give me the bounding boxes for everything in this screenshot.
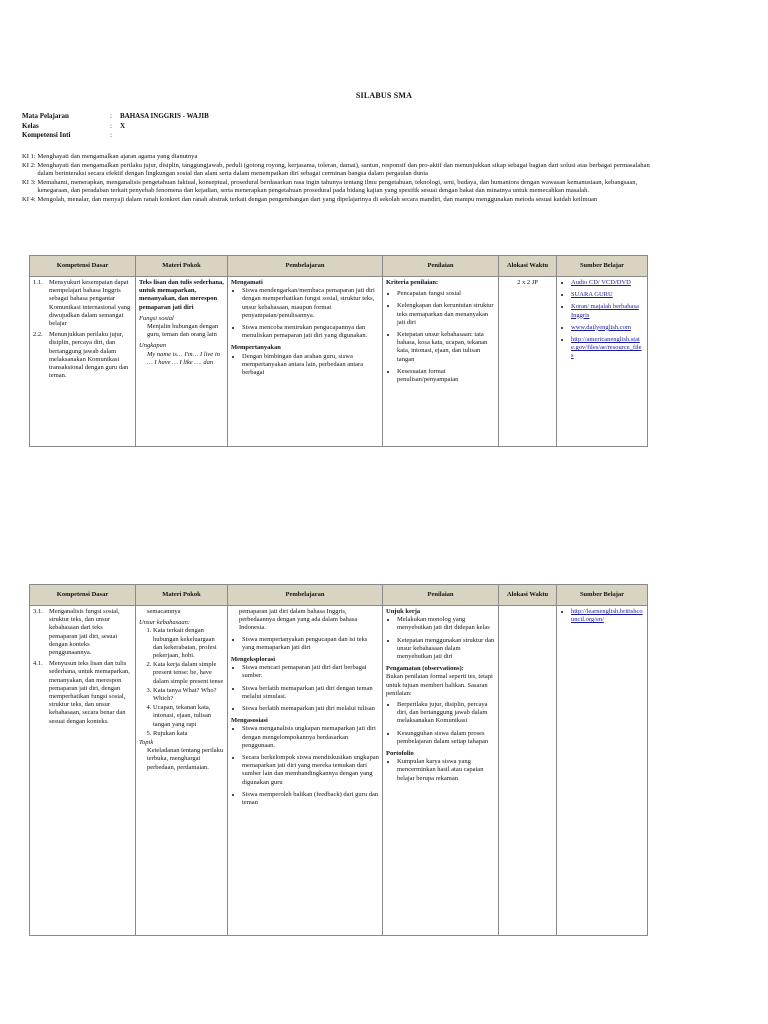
meta-value: X xyxy=(120,121,126,130)
list-item: 1. Kata terkait dengan hubungan kekeluargaan dan kekerabatan, profesi pekerjaan, hobi. xyxy=(153,627,224,660)
ki-item xyxy=(22,153,654,162)
materi-fungsi-heading: Fungsi sosial xyxy=(139,314,174,322)
list-item: • Ketepatan unsur kebahasaan: tata bahasa, kosa kata, ucapan, tekanan kata, intonasi, ejaan, dan tulisan tangan xyxy=(397,331,495,364)
list-item: • Siswa mencari pemaparan jati diri dari berbagai sumber. xyxy=(242,664,379,680)
list-item: • Dengan bimbingan dan arahan guru, siswa mempertanyakan antara lain, perbedaan antara berbagai xyxy=(242,353,379,378)
ki-label: KI 1: xyxy=(22,153,38,160)
pemb-mempertanyakan-heading: Mempertanyakan xyxy=(231,344,281,352)
pembelajaran-cell xyxy=(228,277,383,447)
pemb-list xyxy=(231,353,379,378)
pemb-list xyxy=(231,636,379,652)
meta-sep: : xyxy=(110,131,112,139)
alokasi-value: 2 x 2 JP xyxy=(517,279,538,286)
table-header-row xyxy=(30,585,648,606)
table-row xyxy=(30,277,648,447)
materi-cell xyxy=(136,606,228,936)
materi-unsur-heading: Unsur kebahasaan: xyxy=(139,619,191,627)
pembelajaran-cell xyxy=(228,606,383,936)
kd-item xyxy=(33,608,132,657)
materi-topik-text: Keteladanan tentang perilaku terbuka, menghargai perbedaan, perdamaian. xyxy=(147,747,224,771)
materi-ungkapan-text: My name is… I'm… I live in … I have … I like …. dan xyxy=(147,350,220,366)
ki-label: KI 4: xyxy=(22,195,38,203)
list-item: • Siswa mendengarkan/membaca pemaparan jati diri dengan memperhatikan fungsi sosial, struktur teks, unsur kebahasaan, maupun format penyampaian/penulisannya. xyxy=(242,287,379,320)
penilaian-pengamatan-text: Bukan penilaian formal seperti tes, tetapi untuk tujuan memberi balikan. Sasaran penilaian: xyxy=(386,673,493,697)
ki-label: KI 3: xyxy=(22,178,38,186)
list-item: • Kesungguhan siswa dalam proses pembelajaran dalam setiap tahapan xyxy=(397,730,495,746)
sumber-cell xyxy=(557,277,648,447)
penilaian-portofolio-heading: Portofolio xyxy=(386,750,414,758)
pemb-mengamati-heading: Mengamati xyxy=(231,279,263,286)
source-link[interactable]: http://learnenglish.britishcouncil.org/en/ xyxy=(571,608,643,624)
materi-continued: semacamnya xyxy=(147,608,181,615)
meta-value: BAHASA INGGRIS - WAJIB xyxy=(120,112,209,120)
penilaian-list xyxy=(386,616,495,661)
ki-item xyxy=(22,179,654,196)
list-item: • Kumpulan karya siswa yang mencerminkan hasil atau capaian belajar berupa rekaman xyxy=(397,758,495,783)
list-item: • Ketepatan menggunakan struktur dan unsur kebahasaan dalam menyebutkan jati diri xyxy=(397,637,495,662)
list-item: • Kesesuaian format penulisan/penyampaian xyxy=(397,368,495,384)
ki-text: Menghayati dan mengamalkan perilaku jujur, disiplin, tanggungjawab, peduli (gotong royong, kerjasama, toleran, damai), santun, responsif dan pro-aktif dan menunjukkan sikap sebagai bagian dari solusi atas berbagai permasalahan dalam berinteraksi secara efektif dengan lingkungan sosial dan alam serta dalam menempatkan diri sebagai cerminan bangsa dalam pergaulan dunia xyxy=(37,161,650,178)
list-item xyxy=(571,324,644,332)
source-link[interactable]: Audio CD/ VCD/DVD xyxy=(571,279,631,286)
penilaian-unjuk-heading: Unjuk kerja xyxy=(386,608,421,615)
list-item: 5. Rujukan kata xyxy=(153,730,224,738)
kd-item xyxy=(33,660,132,726)
sumber-cell xyxy=(557,606,648,936)
list-item: • Siswa mencoba menirukan pengucapannya dan menuliskan pemaparan jati diri yang digunakan. xyxy=(242,324,379,340)
meta-sep: : xyxy=(110,121,112,130)
source-link[interactable]: http://americanenglish.state.gov/files/ae/resource_files xyxy=(571,336,642,360)
kd-item xyxy=(33,331,132,380)
penilaian-heading: Kriteria penilaian: xyxy=(386,279,439,286)
kd-number: 1.1. xyxy=(33,279,43,286)
header-materi-pokok: Materi Pokok xyxy=(136,256,228,277)
penilaian-list xyxy=(386,701,495,746)
kd-cell xyxy=(30,277,136,447)
pemb-continued: pemaparan jati diri dalam bahasa Inggris, perbedaannya dengan yang ada dalam bahasa Indonesia. xyxy=(239,608,358,632)
penilaian-pengamatan-heading: Pengamatan (observations): xyxy=(386,665,464,673)
core-competencies xyxy=(22,153,654,205)
kd-number: 4.1. xyxy=(33,660,43,668)
pemb-list xyxy=(231,664,379,713)
penilaian-list xyxy=(386,290,495,384)
pemb-list xyxy=(231,287,379,340)
list-item: • Kelengkapan dan keruntutan struktur teks memaparkan dan menanyakan jati diri xyxy=(397,302,495,327)
penilaian-cell xyxy=(383,277,499,447)
list-item xyxy=(571,303,644,319)
pemb-asosiasi-heading: Mengasosiasi xyxy=(231,717,268,725)
list-item xyxy=(571,279,644,287)
kd-number: 3.1. xyxy=(33,608,43,615)
ki-text: Mengolah, menalar, dan menyaji dalam ranah konkret dan ranah abstrak terkait dengan pengembangan dari yang dipelajarinya di sekolah secara mandiri, dan mampu menggunakan metoda sesuai kaidah keilmuan xyxy=(37,195,598,203)
list-item: • Siswa berlatih memaparkan jati diri melalui tulisan xyxy=(242,705,379,713)
alokasi-cell xyxy=(499,606,557,936)
sumber-list xyxy=(560,279,644,361)
header-sumber-belajar: Sumber Belajar xyxy=(557,256,648,277)
source-link[interactable]: SUARA GURU xyxy=(571,291,613,299)
materi-fungsi-text: Menjalin hubungan dengan guru, teman dan orang lain xyxy=(147,323,219,339)
header-kompetensi-dasar: Kompetensi Dasar xyxy=(30,585,136,606)
table-row xyxy=(30,606,648,936)
list-item: • Melakukan monolog yang menyebutkan jati diri didepan kelas xyxy=(397,616,495,632)
header-sumber-belajar: Sumber Belajar xyxy=(557,585,648,606)
syllabus-table-2 xyxy=(29,584,648,936)
header-kompetensi-dasar: Kompetensi Dasar xyxy=(30,256,136,277)
ki-item xyxy=(22,196,654,205)
materi-title: Teks lisan dan tulis sederhana, untuk memaparkan, menanyakan, dan merespon pemaparan jati diri xyxy=(139,279,224,311)
header-materi-pokok: Materi Pokok xyxy=(136,585,228,606)
document-title: SILABUS SMA xyxy=(355,91,413,100)
meta-row xyxy=(22,131,209,141)
meta-key: Mata Pelajaran xyxy=(22,112,69,120)
subject-info xyxy=(22,112,209,141)
list-item: • Secara berkelompok siswa mendiskusikan ungkapan memaparkan jati diri yang mereka temukan dari sumber lain dan membandingkannya dengan yang digunakan guru xyxy=(242,754,379,787)
list-item: 4. Ucapan, tekanan kata, intonasi, ejaan, tulisan tangan yang rapi xyxy=(153,704,224,729)
list-item: • Pencapaian fungsi sosial xyxy=(397,290,495,298)
sumber-list xyxy=(560,608,644,624)
materi-cell xyxy=(136,277,228,447)
list-item: • Siswa memperoleh balikan (feedback) dari guru dan teman xyxy=(242,791,379,807)
list-item xyxy=(571,291,644,299)
list-item: • Siswa mempertanyakan pengucapan dan isi teks yang memaparkan jati diri xyxy=(242,636,379,652)
list-item xyxy=(571,336,644,361)
meta-row xyxy=(22,112,209,122)
pemb-eksplorasi-heading: Mengeksplorasi xyxy=(231,656,276,664)
kd-number: 2.2. xyxy=(33,331,43,339)
ki-text: Memahami, menerapkan, menganalisis pengetahuan faktual, konseptual, prosedural berdasarkan rasa ingin tahunya tentang ilmu pengetahuan, teknologi, seni, budaya, dan humaniora dengan wawasan kemanusiaan, kebangsaan, kenegaraan, dan peradaban terkait penyebab fenomena dan kejadian, serta menerapkan pengetahuan prosedural pada bidang kajian yang spesifik sesuai dengan bakat dan minatnya untuk memecahkan masalah. xyxy=(37,178,638,195)
materi-topik-heading: Topik xyxy=(139,739,154,747)
header-penilaian: Penilaian xyxy=(383,585,499,606)
header-alokasi-waktu: Alokasi Waktu xyxy=(499,256,557,277)
kd-cell xyxy=(30,606,136,936)
penilaian-cell xyxy=(383,606,499,936)
table-header-row xyxy=(30,256,648,277)
meta-key: Kompetensi Inti xyxy=(22,131,71,139)
alokasi-cell xyxy=(499,277,557,447)
materi-ungkapan-heading: Ungkapan xyxy=(139,342,167,350)
kd-text: Menganalisis fungsi sosial, struktur teks, dan unsur kebahasaan dari teks pemaparan jati diri, sesuai dengan konteks penggunaannya. xyxy=(49,608,120,657)
syllabus-table-1 xyxy=(29,255,648,447)
header-pembelajaran: Pembelajaran xyxy=(228,585,383,606)
penilaian-list xyxy=(386,758,495,783)
kd-text: Menunjukkan perilaku jujur, disiplin, percaya diri, dan bertanggung jawab dalam melaksanakan Komunikasi transaksional dengan guru dan teman. xyxy=(49,331,129,380)
meta-sep: : xyxy=(110,112,112,120)
source-link[interactable]: www.dailyenglish.com xyxy=(571,323,631,331)
ki-text: Menghayati dan mengamalkan ajaran agama yang dianutnya xyxy=(37,153,198,160)
header-alokasi-waktu: Alokasi Waktu xyxy=(499,585,557,606)
list-item: • Siswa berlatih memaparkan jati diri dengan teman melalui simulasi. xyxy=(242,685,379,701)
kd-text: Mensyukuri kesempatan dapat mempelajari bahasa Inggris sebagai bahasa pengantar Komunikasi internasional yang diwujudkan dalam semangat belajar xyxy=(49,279,131,328)
ki-label: KI 2: xyxy=(22,161,38,169)
ki-item xyxy=(22,162,654,179)
header-pembelajaran: Pembelajaran xyxy=(228,256,383,277)
source-link[interactable]: Koran/ majalah berbahasa Inggris xyxy=(571,303,639,319)
meta-key: Kelas xyxy=(22,121,39,130)
meta-row xyxy=(22,122,209,132)
list-item: • Siswa menganalisis ungkapan memaparkan jati diri dengan mengelompokannya berdasarkan penggunaan. xyxy=(242,725,379,750)
materi-unsur-list xyxy=(139,627,224,738)
list-item xyxy=(571,608,644,624)
list-item: 3. Kata tanya What? Who? Which? xyxy=(153,687,224,703)
pemb-list xyxy=(231,725,379,807)
kd-text: Menyusun teks lisan dan tulis sederhana, untuk memaparkan, menanyakan, dan merespon pemaparan jati diri, dengan memperhatikan fungsi sosial, struktur teks, dan unsur kebahasaan, secara benar dan sesuai dengan konteks. xyxy=(49,660,130,725)
kd-item xyxy=(33,279,132,328)
list-item: • Berperilaku jujur, disiplin, percaya diri, dan bertanggung jawab dalam melaksanakan Komunikasi xyxy=(397,701,495,726)
list-item: 2. Kata kerja dalam simple present tense: be, have dalam simple present tense xyxy=(153,661,224,686)
header-penilaian: Penilaian xyxy=(383,256,499,277)
